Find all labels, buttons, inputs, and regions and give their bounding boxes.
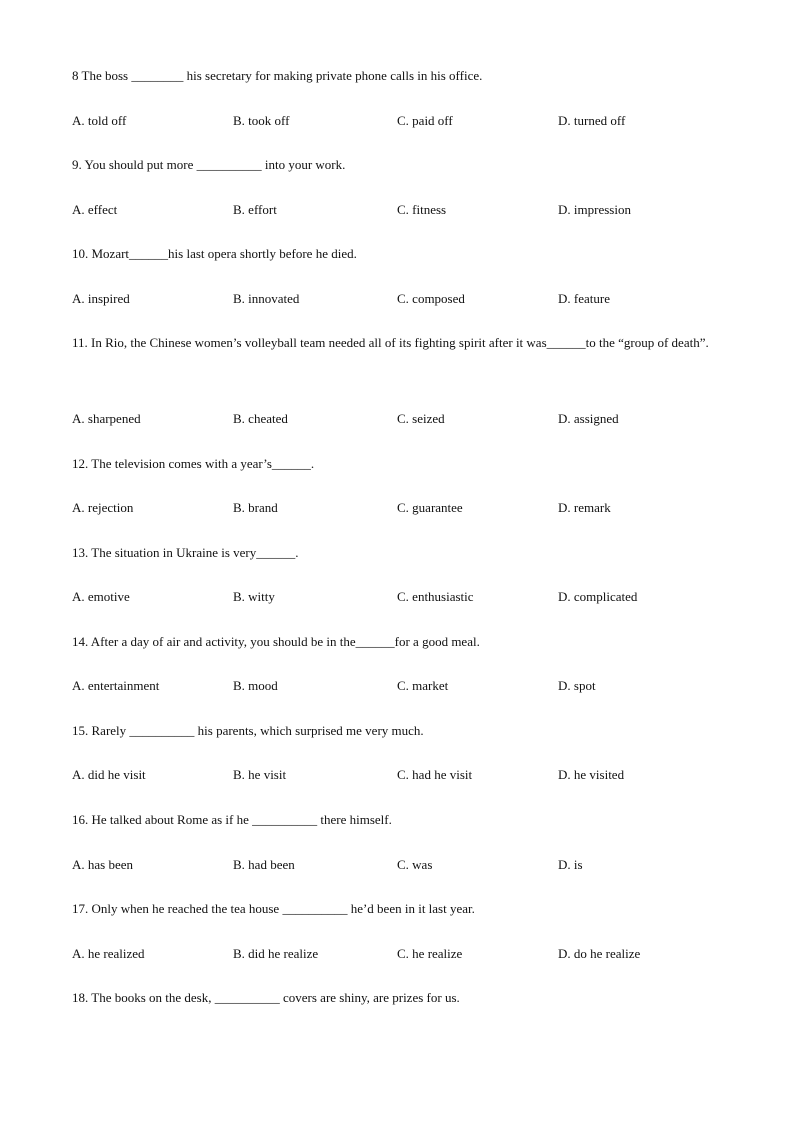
option-a: A. rejection [72, 500, 134, 515]
option-b: B. took off [233, 113, 290, 128]
option-c: C. enthusiastic [397, 589, 474, 604]
option-c: C. he realize [397, 946, 463, 961]
options-14 [72, 678, 732, 698]
option-a: A. inspired [72, 291, 130, 306]
option-b: B. effort [233, 202, 277, 217]
option-d: D. is [558, 857, 583, 872]
options-16 [72, 857, 732, 877]
option-d: D. do he realize [558, 946, 641, 961]
option-d: D. assigned [558, 411, 619, 426]
option-c: C. was [397, 857, 433, 872]
options-8 [72, 113, 732, 133]
option-d: D. he visited [558, 767, 625, 782]
option-c: C. guarantee [397, 500, 463, 515]
question-13: 13. The situation in Ukraine is very______. [72, 545, 299, 560]
options-9 [72, 202, 732, 222]
question-11: 11. In Rio, the Chinese women’s volleyball team needed all of its fighting spirit after it was______to the “group of death”. [72, 335, 709, 350]
options-13 [72, 589, 732, 609]
options-12 [72, 500, 732, 520]
option-b: B. mood [233, 678, 278, 693]
options-10 [72, 291, 732, 311]
option-d: D. impression [558, 202, 631, 217]
option-c: C. seized [397, 411, 445, 426]
option-d: D. spot [558, 678, 596, 693]
question-15: 15. Rarely __________ his parents, which surprised me very much. [72, 723, 424, 738]
option-a: A. sharpened [72, 411, 141, 426]
question-17: 17. Only when he reached the tea house __________ he’d been in it last year. [72, 901, 475, 916]
option-b: B. cheated [233, 411, 288, 426]
option-a: A. effect [72, 202, 118, 217]
option-a: A. he realized [72, 946, 145, 961]
option-a: A. did he visit [72, 767, 146, 782]
options-15 [72, 767, 732, 787]
option-a: A. emotive [72, 589, 130, 604]
option-c: C. had he visit [397, 767, 473, 782]
question-14: 14. After a day of air and activity, you should be in the______for a good meal. [72, 634, 480, 649]
question-8: 8 The boss ________ his secretary for making private phone calls in his office. [72, 68, 483, 83]
option-c: C. market [397, 678, 449, 693]
option-c: C. paid off [397, 113, 453, 128]
option-b: B. innovated [233, 291, 300, 306]
option-a: A. entertainment [72, 678, 160, 693]
question-10: 10. Mozart______his last opera shortly before he died. [72, 246, 357, 261]
options-17 [72, 946, 732, 966]
option-d: D. complicated [558, 589, 638, 604]
option-d: D. feature [558, 291, 610, 306]
options-11 [72, 411, 732, 431]
option-b: B. had been [233, 857, 295, 872]
option-b: B. witty [233, 589, 275, 604]
question-12: 12. The television comes with a year’s______. [72, 456, 315, 471]
option-b: B. he visit [233, 767, 287, 782]
option-d: D. remark [558, 500, 611, 515]
option-c: C. composed [397, 291, 465, 306]
question-16: 16. He talked about Rome as if he __________ there himself. [72, 812, 392, 827]
question-9: 9. You should put more __________ into your work. [72, 157, 346, 172]
option-c: C. fitness [397, 202, 447, 217]
option-a: A. told off [72, 113, 127, 128]
option-b: B. brand [233, 500, 278, 515]
question-18: 18. The books on the desk, __________ covers are shiny, are prizes for us. [72, 990, 460, 1005]
option-b: B. did he realize [233, 946, 319, 961]
option-d: D. turned off [558, 113, 626, 128]
option-a: A. has been [72, 857, 134, 872]
